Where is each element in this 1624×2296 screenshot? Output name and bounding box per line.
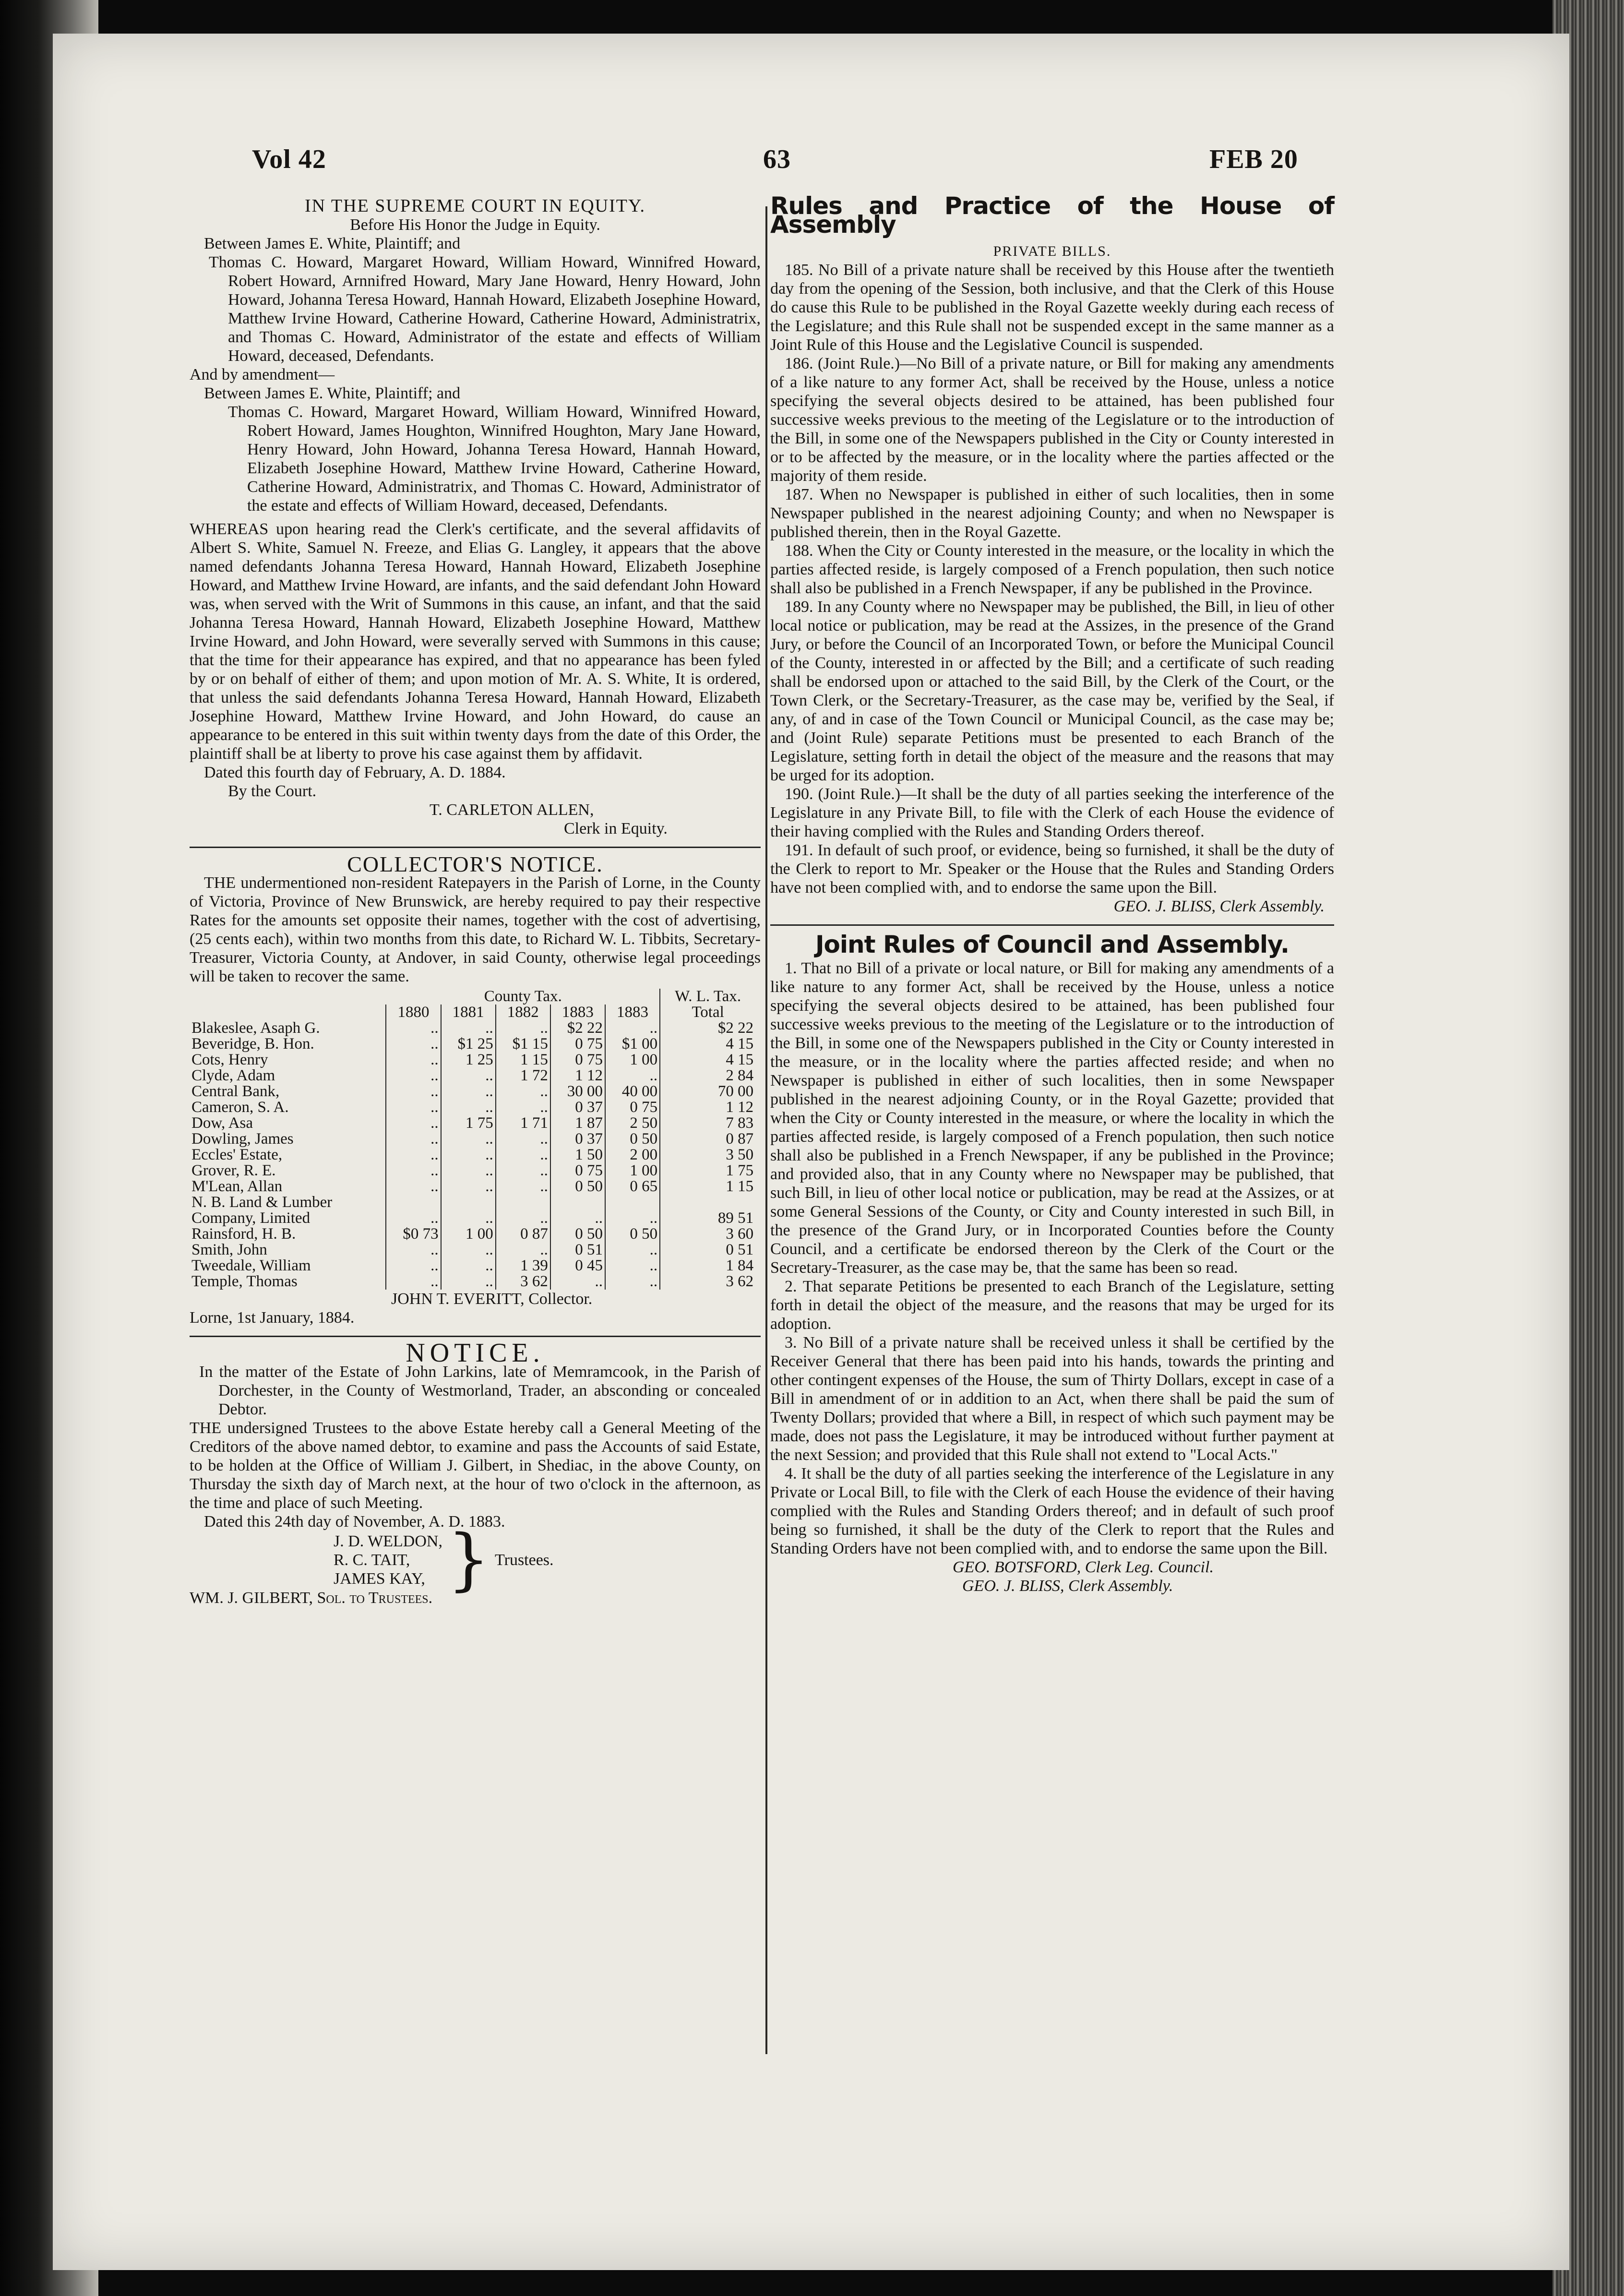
tax-amount-cell: .. — [386, 1163, 441, 1179]
notice-dated: Dated this 24th day of November, A. D. 1883. — [204, 1513, 505, 1531]
trustee-notice — [190, 1338, 761, 1607]
tax-amount-cell: .. — [441, 1163, 496, 1179]
rule-187: 187. When no Newspaper is published in either of such localities, then in some Newspaper published in the nearest adjoining County; and when no Newspaper is published therein, then in the Royal Gazette. — [770, 486, 1334, 541]
tax-amount-cell: .. — [496, 1163, 550, 1179]
tax-amount-cell: 0 50 — [605, 1226, 660, 1242]
tax-row — [190, 1195, 761, 1210]
tax-amount-cell: 1 00 — [605, 1163, 660, 1179]
tax-amount-cell: .. — [386, 1115, 441, 1131]
tax-amount-cell: .. — [441, 1147, 496, 1163]
tax-amount-cell: .. — [496, 1020, 550, 1036]
tax-amount-cell: .. — [441, 1100, 496, 1115]
section-rule — [190, 847, 761, 848]
tax-amount-cell — [441, 1195, 496, 1210]
tax-amount-cell: .. — [441, 1084, 496, 1100]
page-number: 63 — [763, 144, 791, 174]
tax-amount-cell: 0 75 — [605, 1100, 660, 1115]
collector-dateline: Lorne, 1st January, 1884. — [190, 1309, 355, 1327]
trustee-name: R. C. TAIT, — [334, 1551, 410, 1569]
tax-year: 1882 — [496, 1004, 550, 1020]
tax-amount-cell: .. — [441, 1020, 496, 1036]
tax-amount-cell: .. — [441, 1210, 496, 1226]
rule-191: 191. In default of such proof, or evidence, being so furnished, it shall be the duty of the Clerk to report to Mr. Speaker or the House that the Rules and Standing Orders have not been complied with, and to endorse the same upon the Bill. — [770, 841, 1334, 897]
tax-ratepayer-name: Dowling, James — [191, 1130, 294, 1148]
tax-row — [190, 1036, 761, 1052]
tax-total-cell: $2 22 — [660, 1020, 755, 1036]
tax-amount-cell: .. — [441, 1068, 496, 1084]
private-bills-heading: PRIVATE BILLS. — [993, 243, 1111, 259]
joint-rule-4: 4. It shall be the duty of all parties seeking the interference of the Legislature in any Private or Local Bill, to file with the Clerk of each House the evidence of their having complied with the Rules and Standing Orders thereof; and in default of such proof being so furnished, it shall be the duty of the Clerk to report that the Rules and Standing Orders have not been complied with, and to endorse the same upon the Bill. — [770, 1465, 1334, 1557]
tax-amount-cell: 2 50 — [605, 1115, 660, 1131]
tax-amount-cell: $1 25 — [441, 1036, 496, 1052]
tax-ratepayer-name: N. B. Land & Lumber — [191, 1194, 333, 1211]
rule-185: 185. No Bill of a private nature shall be received by this House after the twentieth day from the opening of the Session, both inclusive, and that the Clerk of this House do cause this Rule to be published in the Royal Gazette weekly during each recess of the Legislature; and this Rule shall not be suspended except in the same manner as a Joint Rule of this House and the Legislative Council is suspended. — [770, 261, 1334, 354]
tax-row — [190, 1210, 761, 1226]
tax-total-cell: 0 51 — [660, 1242, 755, 1258]
tax-amount-cell: 0 50 — [550, 1179, 605, 1195]
tax-amount-cell: .. — [386, 1100, 441, 1115]
tax-amount-cell: .. — [550, 1210, 605, 1226]
court-between-1: Between James E. White, Plaintiff; and — [204, 235, 461, 252]
tax-row — [190, 1115, 761, 1131]
tax-amount-cell: 0 45 — [550, 1258, 605, 1274]
joint-rule-2: 2. That separate Petitions be presented to each Branch of the Legislature, setting forth in detail the object of the measure, and the reasons that may be urged for its adoption. — [770, 1278, 1334, 1333]
tax-amount-cell: .. — [386, 1258, 441, 1274]
tax-amount-cell: 0 75 — [550, 1052, 605, 1068]
tax-amount-cell: 0 87 — [496, 1226, 550, 1242]
court-by: By the Court. — [228, 782, 317, 800]
tax-amount-cell: 0 37 — [550, 1100, 605, 1115]
tax-ratepayer-name: M'Lean, Allan — [191, 1178, 283, 1195]
tax-amount-cell: .. — [386, 1068, 441, 1084]
tax-ratepayer-name: Grover, R. E. — [191, 1162, 276, 1179]
court-body: WHEREAS upon hearing read the Clerk's certificate, and the several affidavits of Albert S. White, Samuel N. Freeze, and Elias G. Langley, it appears that the above named defendants Johanna Teresa Howard, Hannah Howard, Elizabeth Josephine Howard, and Matthew Irvine Howard, are infants, and the said defendant John Howard was, when served with the Writ of Summons in this cause, an infant, and that the said Johanna Teresa Howard, Hannah Howard, Elizabeth Josephine Howard, Matthew Irvine Howard, and John Howard, were severally served with Summons in this cause; that the time for their appearance has expired, and that no appearance has been fyled by or on behalf of either of them; and upon motion of Mr. A. S. White, It is ordered, that unless the said defendants Johanna Teresa Howard, Hannah Howard, Elizabeth Josephine Howard, Matthew Irvine Howard, and John Howard, do cause an appearance to be entered in this suit within twenty days from the date of this Order, the plaintiff shall be at liberty to prove his case against them by affidavit. — [190, 520, 761, 763]
tax-total-cell — [660, 1195, 755, 1210]
tax-row — [190, 1226, 761, 1242]
tax-group-county: County Tax. — [484, 988, 562, 1005]
tax-amount-cell: .. — [496, 1131, 550, 1147]
tax-ratepayer-name: Eccles' Estate, — [191, 1146, 283, 1163]
volume-label: Vol 42 — [252, 144, 326, 174]
tax-amount-cell — [386, 1195, 441, 1210]
tax-year: 1880 — [386, 1004, 441, 1020]
tax-amount-cell: .. — [441, 1179, 496, 1195]
tax-amount-cell — [496, 1195, 550, 1210]
court-amendment: And by amendment— — [190, 366, 335, 383]
tax-total-cell: 70 00 — [660, 1084, 755, 1100]
rule-186: 186. (Joint Rule.)—No Bill of a private nature, or Bill for making any amendments of a like nature to any former Act, shall be received by the House, unless a notice specifying the several objects desired to be attained, has been published four successive weeks previous to the meeting of the Legislature or to the introduction of the Bill, in some one of the Newspapers published in the City or County interested in or to be affected by the measure, or in the locality where the parties affected or the majority of them reside. — [770, 355, 1334, 485]
tax-amount-cell: .. — [386, 1210, 441, 1226]
tax-total-cell: 1 15 — [660, 1179, 755, 1195]
tax-amount-cell: 0 50 — [550, 1226, 605, 1242]
tax-row — [190, 1020, 761, 1036]
court-parties-1: Thomas C. Howard, Margaret Howard, William Howard, Winnifred Howard, Robert Howard, Arnnifred Howard, Mary Jane Howard, Henry Howard, John Howard, Johanna Teresa Howard, Hannah Howard, Elizabeth Josephine Howard, Matthew Irvine Howard, Catherine Howard, Catherine Howard, Administratrix, and Thomas C. Howard, Administrator of the estate and effects of William Howard, deceased, Defendants. — [209, 253, 761, 365]
rule-188: 188. When the City or County interested in the measure, or the locality in which the parties affected reside, is largely composed of a French population, then such notice shall also be published in a French Newspaper, if any be published in the Province. — [770, 542, 1334, 597]
rule-190: 190. (Joint Rule.)—It shall be the duty of all parties seeking the interference of the Legislature in any Private Bill, to file with the Clerk of each House the evidence of their having complied with the Rules and Standing Orders thereof. — [770, 785, 1334, 840]
court-parties-2: Thomas C. Howard, Margaret Howard, William Howard, Winnifred Howard, Robert Howard, James Houghton, Winnifred Houghton, Mary Jane Howard, Henry Howard, John Howard, Johanna Teresa Howard, Hannah Howard, Elizabeth Josephine Howard, Matthew Irvine Howard, Catherine Howard, Catherine Howard, Administratrix, and Thomas C. Howard, Administrator of the estate and effects of William Howard, deceased, Defendants. — [228, 403, 761, 514]
tax-row — [190, 1052, 761, 1068]
rule-189: 189. In any County where no Newspaper may be published, the Bill, in lieu of other local notice or publication, may be read at the Assizes, in the presence of the Grand Jury, or before the Council of an Incorporated Town, or before the Municipal Council of the County, interested in or affected by the Bill; and a certificate of such reading shall be endorsed upon or attached to the said Bill, by the Clerk of the Court, or the Town Clerk, or the Secretary-Treasurer, as the case may be, verified by the Seal, if any, of and in case of the Town Council or Municipal Council, as the case may be; and (Joint Rule) separate Petitions must be presented to each Branch of the Legislature, setting forth in detail the object of the measure and the reasons that may be urged for its adoption. — [770, 598, 1334, 784]
tax-year: 1883 — [605, 1004, 660, 1020]
tax-amount-cell: 1 75 — [441, 1115, 496, 1131]
tax-amount-cell: 0 50 — [605, 1131, 660, 1147]
section-rule — [190, 1336, 761, 1337]
tax-amount-cell: .. — [496, 1179, 550, 1195]
joint-signature-assembly: GEO. J. BLISS, Clerk Assembly. — [962, 1577, 1173, 1595]
left-column — [190, 197, 761, 1607]
tax-row — [190, 1242, 761, 1258]
tax-total-cell: 3 62 — [660, 1274, 755, 1290]
tax-amount-cell: 1 15 — [496, 1052, 550, 1068]
court-dated: Dated this fourth day of February, A. D. 1884. — [204, 764, 506, 781]
tax-amount-cell: 1 50 — [550, 1147, 605, 1163]
tax-amount-cell: .. — [496, 1147, 550, 1163]
tax-amount-cell: 1 25 — [441, 1052, 496, 1068]
rules-title: Rules and Practice of the House of Assembly — [770, 192, 1334, 239]
tax-row — [190, 1274, 761, 1290]
tax-amount-cell: $0 73 — [386, 1226, 441, 1242]
brace-glyph: } — [447, 1520, 490, 1599]
tax-total-header: Total — [660, 1004, 755, 1020]
tax-amount-cell: $1 15 — [496, 1036, 550, 1052]
notice-title: NOTICE. — [406, 1338, 545, 1368]
tax-amount-cell: .. — [386, 1274, 441, 1290]
tax-ratepayer-name: Clyde, Adam — [191, 1067, 275, 1084]
collector-body: THE undermentioned non-resident Ratepayers in the Parish of Lorne, in the County of Victoria, Province of New Brunswick, are hereby required to pay their respective Rates for the amounts set opposite their names, together with the cost of advertising, (25 cents each), within two months from this date, to Richard W. L. Tibbits, Secretary-Treasurer, Victoria County, at Andover, in said County, otherwise legal proceedings will be taken to recover the same. — [190, 874, 761, 985]
tax-year: 1883 — [550, 1004, 605, 1020]
tax-total-cell: 7 83 — [660, 1115, 755, 1131]
tax-header-name — [190, 1004, 386, 1020]
tax-amount-cell: $2 22 — [550, 1020, 605, 1036]
tax-amount-cell: .. — [386, 1131, 441, 1147]
tax-amount-cell — [550, 1195, 605, 1210]
tax-total-cell: 0 87 — [660, 1131, 755, 1147]
tax-amount-cell: 0 75 — [550, 1163, 605, 1179]
tax-amount-cell: .. — [386, 1020, 441, 1036]
joint-rule-3: 3. No Bill of a private nature shall be received unless it shall be certified by the Receiver General that there has been paid into his hands, towards the printing and other contingent expenses of the House, the sum of Thirty Dollars, except in case of a Bill in amendment of or in addition to an Act, when there shall be paid the sum of Twenty Dollars; provided that where a Bill, in respect of which such payment may be made, does not pass the Legislature, it may be introduced without further payment at the next Session; and provided that this Rule shall not extend to "Local Acts." — [770, 1334, 1334, 1464]
tax-amount-cell: .. — [441, 1242, 496, 1258]
tax-amount-cell — [605, 1195, 660, 1210]
tax-group-wl: W. L. Tax. — [660, 989, 755, 1004]
column-divider — [765, 206, 767, 2054]
tax-amount-cell: .. — [386, 1084, 441, 1100]
notice-matter: In the matter of the Estate of John Larkins, late of Memramcook, in the Parish of Dorchester, in the County of Westmorland, Trader, an absconding or concealed Debtor. — [199, 1363, 761, 1418]
tax-amount-cell: .. — [496, 1100, 550, 1115]
tax-amount-cell: 0 51 — [550, 1242, 605, 1258]
tax-amount-cell: 30 00 — [550, 1084, 605, 1100]
tax-amount-cell: .. — [441, 1274, 496, 1290]
tax-row — [190, 1100, 761, 1115]
tax-row — [190, 1163, 761, 1179]
tax-amount-cell: 1 87 — [550, 1115, 605, 1131]
trustee-names — [334, 1532, 442, 1588]
court-between-2: Between James E. White, Plaintiff; and — [204, 384, 461, 402]
court-order — [190, 197, 761, 838]
collector-signature: JOHN T. EVERITT, Collector. — [391, 1290, 593, 1308]
tax-header-blank — [386, 989, 441, 1004]
joint-rules-title: Joint Rules of Council and Assembly. — [815, 931, 1290, 958]
tax-amount-cell: .. — [496, 1242, 550, 1258]
tax-ratepayer-name: Beveridge, B. Hon. — [191, 1035, 314, 1052]
tax-ratepayer-name: Dow, Asa — [191, 1114, 253, 1132]
tax-amount-cell: .. — [386, 1147, 441, 1163]
court-signer: T. CARLETON ALLEN, — [430, 801, 594, 819]
tax-ratepayer-name: Cots, Henry — [191, 1051, 268, 1068]
joint-rule-1: 1. That no Bill of a private or local nature, or Bill for making any amendments of a like nature to any former Act, shall be received by the House, unless a notice specifying the several objects desired to be attained, has been published four successive weeks previous to the meeting of the Legislature or to the introduction of the Bill, in some one of the Newspapers published in the City or County interested in the measure, or in the locality where the parties affected reside; and when no Newspaper is published in either of such localities, then in some Newspaper published in the nearest adjoining County, or in the Royal Gazette; provided that when the City or County interested in the measure, or where the locality in which the parties affected reside, is largely composed of a French population, then such notice shall also be published in a French Newspaper, if any be published in the Province; and provided also, that in any County where no Newspaper may be published, that such Bill, in lieu of other local notice or publication, may be read at the Assizes, or at some General Sessions of the County, or City and County interested in such Bill, in the presence of the Grand Jury, or in Incorporated Counties before the County Council, and a certificate be endorsed thereon by the Clerk of the Court or the Secretary-Treasurer, as the case may be, that the same has been so read. — [770, 959, 1334, 1277]
tax-ratepayer-name: Blakeslee, Asaph G. — [191, 1019, 320, 1037]
tax-ratepayer-name: Tweedale, William — [191, 1257, 311, 1274]
tax-ratepayer-name: Temple, Thomas — [191, 1273, 298, 1290]
tax-row — [190, 1258, 761, 1274]
tax-ratepayer-name: Company, Limited — [191, 1209, 310, 1227]
tax-amount-cell: .. — [605, 1258, 660, 1274]
tax-amount-cell: 0 37 — [550, 1131, 605, 1147]
tax-amount-cell: .. — [441, 1258, 496, 1274]
tax-total-cell: 4 15 — [660, 1052, 755, 1068]
issue-date: FEB 20 — [1209, 144, 1298, 174]
trustees-label: Trustees. — [495, 1551, 554, 1569]
tax-table — [190, 989, 761, 1290]
court-title: IN THE SUPREME COURT IN EQUITY. — [305, 196, 645, 216]
tax-amount-cell: .. — [605, 1068, 660, 1084]
tax-total-cell: 3 50 — [660, 1147, 755, 1163]
tax-row — [190, 1147, 761, 1163]
tax-header-blank — [605, 989, 660, 1004]
court-before: Before His Honor the Judge in Equity. — [350, 216, 600, 234]
tax-amount-cell: 1 00 — [605, 1052, 660, 1068]
tax-amount-cell: 0 75 — [550, 1036, 605, 1052]
tax-amount-cell: 3 62 — [496, 1274, 550, 1290]
tax-amount-cell: 40 00 — [605, 1084, 660, 1100]
tax-amount-cell: .. — [605, 1242, 660, 1258]
tax-ratepayer-name: Smith, John — [191, 1241, 267, 1258]
collector-title: COLLECTOR'S NOTICE. — [347, 852, 603, 876]
tax-ratepayer-name: Central Bank, — [191, 1083, 280, 1100]
tax-amount-cell: 1 71 — [496, 1115, 550, 1131]
tax-amount-cell: 0 65 — [605, 1179, 660, 1195]
tax-row — [190, 1068, 761, 1084]
tax-total-cell: 89 51 — [660, 1210, 755, 1226]
tax-amount-cell: .. — [386, 1036, 441, 1052]
tax-year: 1881 — [441, 1004, 496, 1020]
notice-body: THE undersigned Trustees to the above Estate hereby call a General Meeting of the Creditors of the above named debtor, to examine and pass the Accounts of said Estate, to be holden at the Office of William J. Gilbert, in Shediac, in the above County, on Thursday the sixth day of March next, at the hour of two o'clock in the afternoon, as the time and place of such Meeting. — [190, 1419, 761, 1512]
rules-signature: GEO. J. BLISS, Clerk Assembly. — [1113, 897, 1325, 915]
tax-amount-cell: 1 72 — [496, 1068, 550, 1084]
tax-row — [190, 1179, 761, 1195]
right-column — [770, 192, 1334, 1595]
tax-amount-cell: .. — [605, 1020, 660, 1036]
notice-solicitor: WM. J. GILBERT, Sol. to Trustees. — [190, 1589, 433, 1607]
trustee-name: J. D. WELDON, — [334, 1532, 442, 1550]
tax-row — [190, 1084, 761, 1100]
tax-amount-cell: 2 00 — [605, 1147, 660, 1163]
section-rule — [770, 924, 1334, 926]
tax-total-cell: 4 15 — [660, 1036, 755, 1052]
tax-amount-cell: 1 00 — [441, 1226, 496, 1242]
tax-amount-cell: .. — [605, 1210, 660, 1226]
tax-amount-cell: 1 12 — [550, 1068, 605, 1084]
trustees-block — [334, 1520, 761, 1599]
tax-amount-cell: .. — [386, 1052, 441, 1068]
tax-amount-cell: .. — [550, 1274, 605, 1290]
tax-header-blank — [190, 989, 386, 1004]
tax-ratepayer-name: Rainsford, H. B. — [191, 1225, 296, 1243]
tax-header-blank — [755, 989, 761, 1004]
tax-amount-cell: .. — [441, 1131, 496, 1147]
collectors-notice — [190, 852, 761, 1327]
tax-amount-cell: .. — [386, 1242, 441, 1258]
tax-amount-cell: .. — [496, 1084, 550, 1100]
tax-total-cell: 2 84 — [660, 1068, 755, 1084]
tax-amount-cell: .. — [605, 1274, 660, 1290]
court-signer-title: Clerk in Equity. — [564, 820, 668, 837]
tax-amount-cell: .. — [386, 1179, 441, 1195]
joint-signature-council: GEO. BOTSFORD, Clerk Leg. Council. — [953, 1558, 1214, 1576]
tax-row — [190, 1131, 761, 1147]
tax-total-cell: 1 12 — [660, 1100, 755, 1115]
tax-amount-cell: 1 39 — [496, 1258, 550, 1274]
tax-total-cell: 1 75 — [660, 1163, 755, 1179]
tax-amount-cell: .. — [496, 1210, 550, 1226]
tax-ratepayer-name: Cameron, S. A. — [191, 1099, 289, 1116]
tax-total-cell: 3 60 — [660, 1226, 755, 1242]
tax-table-body — [190, 1020, 761, 1290]
tax-total-cell: 1 84 — [660, 1258, 755, 1274]
trustee-name: JAMES KAY, — [334, 1569, 425, 1588]
tax-amount-cell: $1 00 — [605, 1036, 660, 1052]
